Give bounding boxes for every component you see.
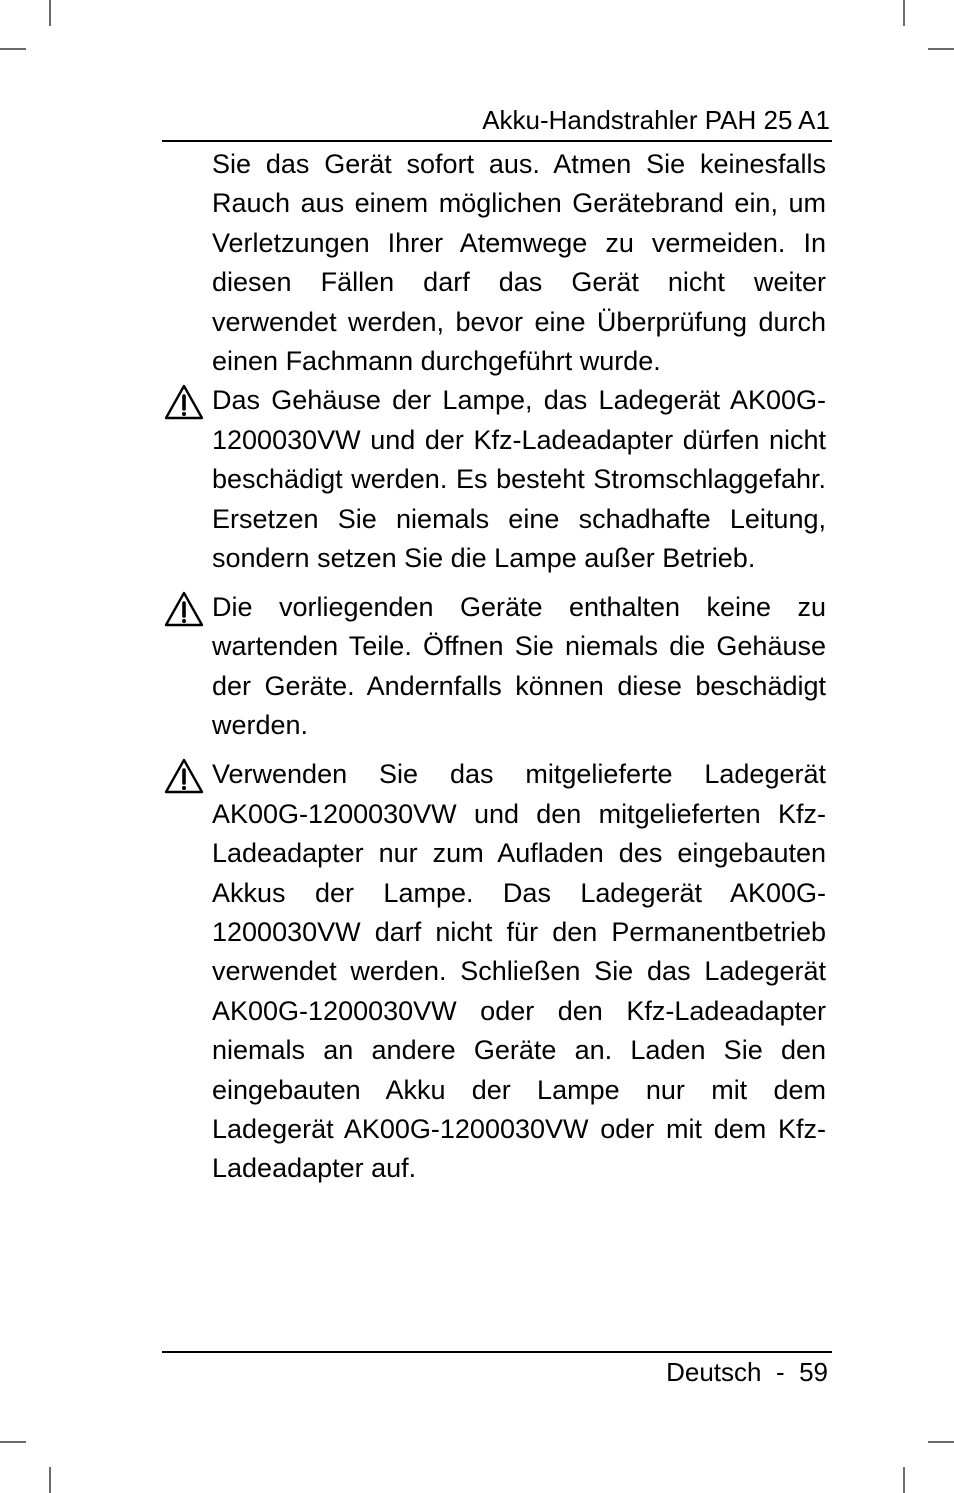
page-footer <box>162 1352 828 1392</box>
footer-separator: - <box>775 1357 785 1387</box>
warning-paragraph <box>212 588 826 746</box>
crop-mark <box>928 48 954 50</box>
crop-mark <box>49 1467 51 1493</box>
running-header: Akku-Handstrahler PAH 25 A1 <box>482 105 830 135</box>
warning-paragraph <box>212 381 826 578</box>
paragraph-text: Sie das Gerät sofort aus. Atmen Sie keinesfalls Rauch aus einem möglichen Gerätebrand ein, um Verletzungen Ihrer Atemwege zu vermeiden. In diesen Fällen darf das Gerät nicht weiter verwendet werden, bevor eine Überprüfung durch einen Fachmann durchgeführt wurde. <box>212 149 826 377</box>
paragraph-text: Das Gehäuse der Lampe, das Ladegerät AK00G-1200030VW und der Kfz-Ladeadapter dürfen nicht beschädigt werden. Es besteht Stromschlaggefahr. Ersetzen Sie niemals eine schadhafte Leitung, sondern setzen Sie die Lampe außer Betrieb. <box>212 385 826 574</box>
warning-triangle-icon <box>164 758 204 794</box>
crop-mark <box>903 0 905 26</box>
page-body <box>212 145 826 1189</box>
warning-triangle-icon <box>164 384 204 420</box>
paragraph-text: Die vorliegenden Geräte enthalten keine zu wartenden Teile. Öffnen Sie niemals die Gehäuse der Geräte. Andernfalls können diese beschädigt werden. <box>212 592 826 741</box>
footer-language: Deutsch <box>666 1357 762 1387</box>
crop-mark <box>49 0 51 26</box>
page-number: 59 <box>799 1357 828 1387</box>
header-rule <box>162 140 832 142</box>
paragraph-text: Verwenden Sie das mitgelieferte Ladegerät AK00G-1200030VW und den mitgelieferten Kfz-Ladeadapter nur zum Aufladen des eingebauten Akkus der Lampe. Das Ladegerät AK00G-1200030VW darf nicht für den Permanentbetrieb verwendet werden. Schließen Sie das Ladegerät AK00G-1200030VW oder den Kfz-Ladeadapter niemals an andere Geräte an. Laden Sie den eingebauten Akku der Lampe nur mit dem Ladegerät AK00G-1200030VW oder mit dem Kfz-Ladeadapter auf. <box>212 759 826 1184</box>
warning-paragraph <box>212 755 826 1188</box>
crop-mark <box>0 1441 26 1443</box>
crop-mark <box>928 1441 954 1443</box>
crop-mark <box>0 48 26 50</box>
warning-triangle-icon <box>164 591 204 627</box>
crop-mark <box>903 1467 905 1493</box>
paragraph-continuation <box>212 145 826 381</box>
